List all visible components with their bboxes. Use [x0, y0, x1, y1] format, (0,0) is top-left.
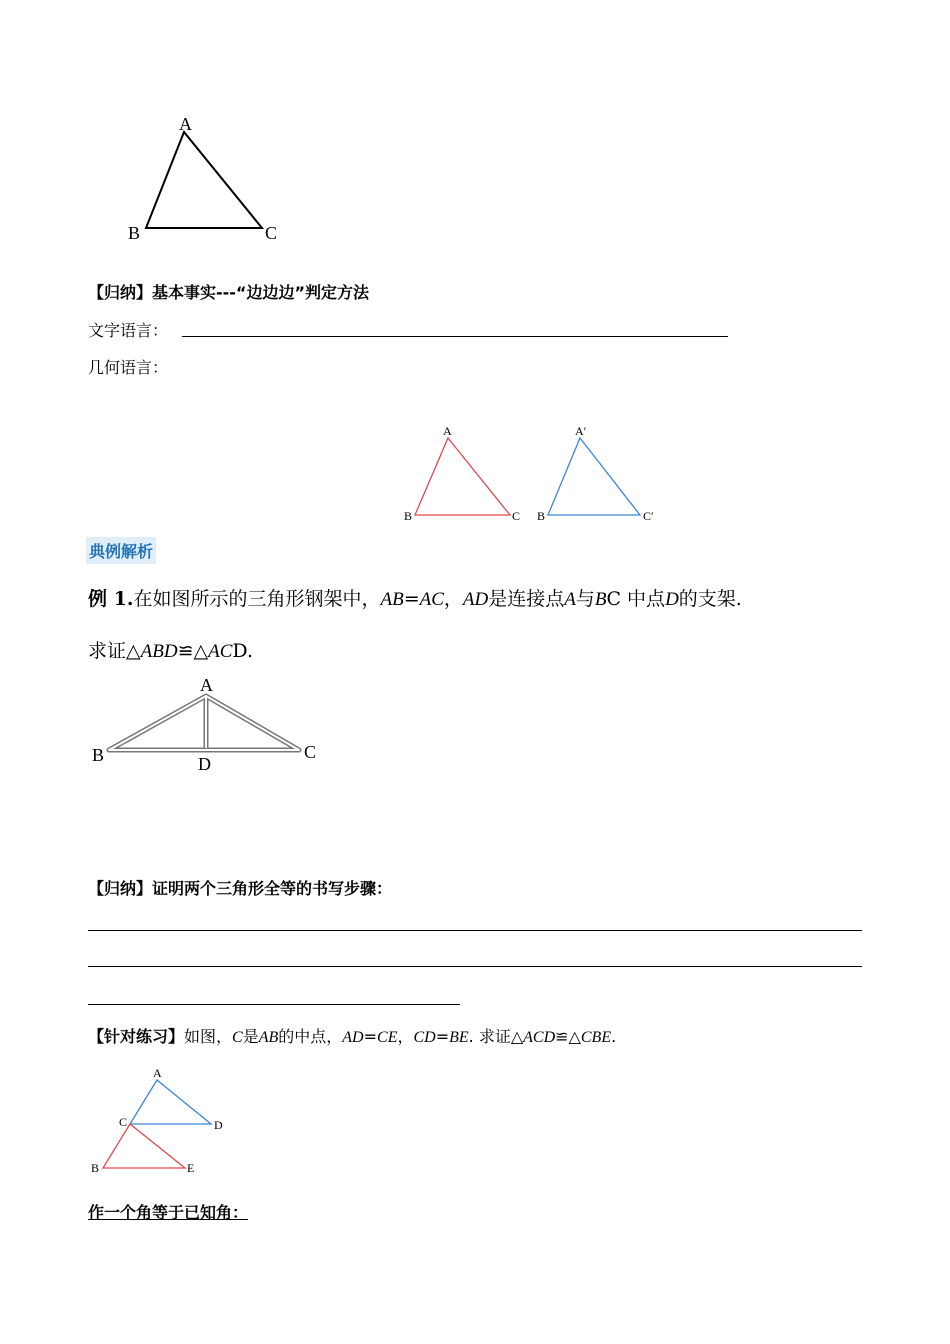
- vertex-label-b: B: [128, 223, 141, 243]
- summary-sss-title: 【归纳】基本事实---“边边边”判定方法: [88, 283, 369, 302]
- construct-angle-title: 作一个角等于已知角：: [88, 1203, 249, 1222]
- vertex-label-b: B: [91, 1161, 100, 1175]
- seg-ac: AC: [419, 589, 444, 610]
- seg-be: BE: [449, 1029, 469, 1046]
- period: .: [611, 1027, 617, 1046]
- geometry-language-label: 几何语言：: [88, 358, 169, 377]
- seg-ab: AB: [258, 1029, 279, 1046]
- eq-sign: =: [403, 588, 420, 610]
- vertex-label-c-prime: C′: [643, 509, 654, 523]
- answer-line-2[interactable]: [88, 966, 862, 967]
- practice-label: 【针对练习】: [88, 1027, 185, 1046]
- vertex-label-c: C: [265, 223, 278, 243]
- triangle-abc-prime-blue: [548, 438, 640, 515]
- example-1-statement: [88, 584, 742, 611]
- text-language-label: 文字语言：: [88, 321, 169, 340]
- point-d: D: [665, 589, 679, 610]
- triangle-abc: [146, 132, 262, 228]
- vertex-label-a: A: [179, 114, 192, 134]
- example-text: 是连接点: [488, 588, 565, 610]
- example-text: 与: [575, 588, 595, 610]
- vertex-label-d: D: [214, 1118, 223, 1132]
- answer-line-1[interactable]: [88, 930, 862, 931]
- point-c: C: [232, 1029, 243, 1046]
- summary-steps-title: 【归纳】证明两个三角形全等的书写步骤：: [88, 879, 393, 898]
- seg-ce: CE: [377, 1029, 398, 1046]
- vertex-label-b: B: [92, 745, 105, 765]
- frame-outline: [109, 696, 299, 750]
- vertex-label-e: E: [187, 1161, 195, 1175]
- example-text: 的支架.: [678, 588, 742, 610]
- vertex-label-a: A: [443, 424, 452, 438]
- figure-triangle-abc: [120, 110, 290, 245]
- vertex-label-d: D: [198, 754, 211, 774]
- figure-steel-frame: [85, 672, 330, 782]
- seg-ad: AD: [462, 589, 489, 610]
- vertex-label-c: C: [119, 1115, 128, 1129]
- example-text: 在如图所示的三角形钢架中，: [133, 588, 381, 610]
- example-text: C 中点: [606, 588, 666, 610]
- prove-text: 求证△: [88, 640, 141, 662]
- triangle-acd-part: AC: [208, 641, 233, 662]
- triangle-acd: ACD: [523, 1029, 556, 1046]
- triangle-acd-blue: [130, 1080, 211, 1124]
- practice-text: 的中点，: [278, 1027, 343, 1046]
- example-1-prove: [88, 636, 253, 663]
- figure-practice-triangles: [85, 1060, 235, 1180]
- practice-text: 如图，: [184, 1027, 233, 1046]
- practice-text: . 求证△: [468, 1027, 524, 1046]
- triangle-abc-red: [415, 438, 510, 515]
- practice-text: 是: [242, 1027, 259, 1046]
- vertex-label-c: C: [512, 509, 521, 523]
- congruent-sign: ≌△: [177, 640, 209, 662]
- triangle-abd: ABD: [140, 641, 178, 662]
- vertex-label-b: B: [404, 509, 413, 523]
- practice-statement: [88, 1024, 616, 1047]
- vertex-label-a: A: [200, 675, 213, 695]
- triangle-cbe-red: [103, 1124, 185, 1168]
- text-language-blank[interactable]: [182, 336, 728, 337]
- seg-cd: CD: [413, 1029, 436, 1046]
- point-a: A: [564, 589, 576, 610]
- vertex-label-a-prime: A′: [575, 424, 587, 438]
- seg-ab: AB: [380, 589, 404, 610]
- triangle-cbe: CBE: [580, 1029, 612, 1046]
- figure-two-triangles: [400, 420, 670, 530]
- vertex-label-c: C: [304, 742, 317, 762]
- point-b: B: [594, 589, 607, 610]
- eq-sign: =: [435, 1027, 450, 1046]
- answer-line-3[interactable]: [88, 1004, 460, 1005]
- section-title-examples: 典例解析: [86, 537, 156, 564]
- example-label: 例 1.: [88, 588, 134, 610]
- prove-end: D.: [232, 640, 253, 662]
- vertex-label-b-prime: B: [537, 509, 546, 523]
- seg-ad: AD: [342, 1029, 364, 1046]
- congruent-sign: ≌△: [555, 1027, 581, 1046]
- eq-sign: =: [363, 1027, 378, 1046]
- vertex-label-a: A: [153, 1066, 162, 1080]
- comma: ，: [443, 588, 463, 610]
- comma: ，: [397, 1027, 414, 1046]
